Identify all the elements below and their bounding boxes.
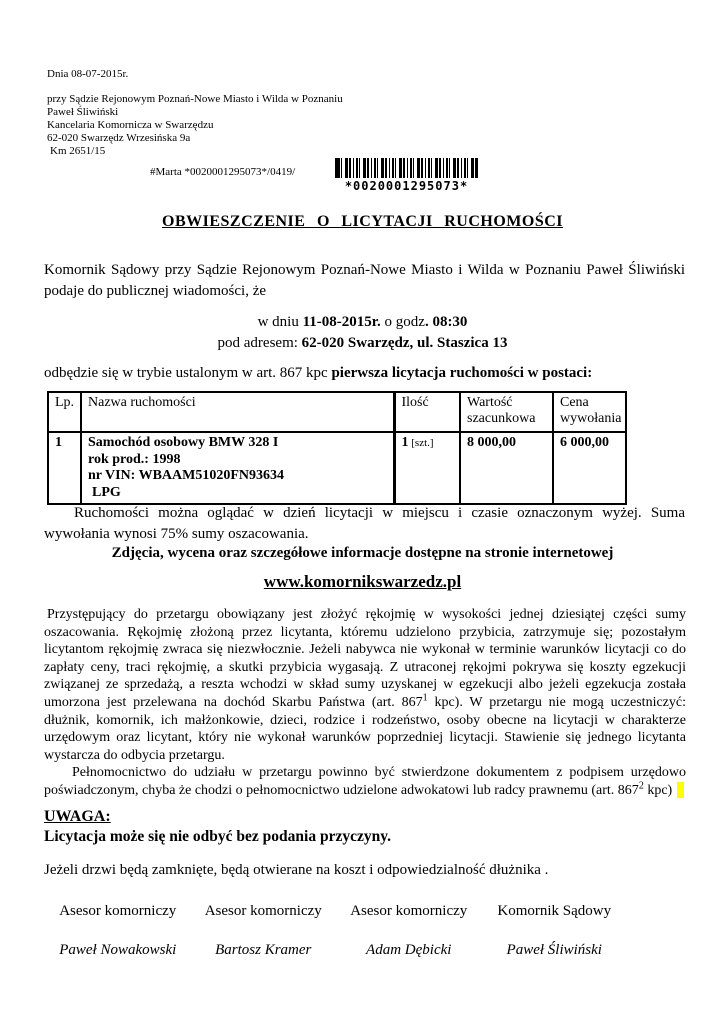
website-link[interactable]: www.komornikswarzedz.pl xyxy=(263,572,462,591)
auction-mode-line: odbędzie się w trybie ustalonym w art. 867 kpc pierwsza licytacja ruchomości w postaci: xyxy=(44,365,593,381)
col-header-name: Nazwa ruchomości xyxy=(81,392,394,432)
signature-block xyxy=(482,903,628,959)
terms-block xyxy=(44,606,686,800)
table-row xyxy=(48,432,626,504)
barcode xyxy=(335,158,478,193)
item-estimated-value: 8 000,00 xyxy=(460,432,553,504)
signature-role: Asesor komorniczy xyxy=(350,903,468,919)
superscript-1: 1 xyxy=(422,692,428,704)
signature-role: Asesor komorniczy xyxy=(204,903,322,919)
table-header-row xyxy=(48,392,626,432)
document-date: Dnia 08-07-2015r. xyxy=(47,68,129,80)
col-header-lp: Lp. xyxy=(48,392,81,432)
signatures-row xyxy=(45,903,627,959)
intro-paragraph: Komornik Sądowy przy Sądzie Rejonowym Poznań-Nowe Miasto i Wilda w Poznaniu Paweł Śliwiński podaje do publicznej wiadomości, że xyxy=(44,262,685,299)
court-line: przy Sądzie Rejonowym Poznań-Nowe Miasto i Wilda w Poznaniu xyxy=(47,93,343,105)
item-lp: 1 xyxy=(48,432,81,504)
office-line: Kancelaria Komornicza w Swarzędzu xyxy=(47,119,214,131)
office-address-line: 62-020 Swarzędz Wrzesińska 9a xyxy=(47,132,191,144)
signature-role: Komornik Sądowy xyxy=(497,903,612,919)
reference-line: #Marta *0020001295073*/0419/ xyxy=(150,166,296,178)
item-qty: 1 [szt.] xyxy=(394,432,460,504)
barcode-text: *0020001295073* xyxy=(344,179,469,193)
doors-note: Jeżeli drzwi będą zamknięte, będą otwierane na koszt i odpowiedzialność dłużnika . xyxy=(44,862,549,878)
col-header-estimated: Wartość szacunkowa xyxy=(460,392,553,432)
signature-block xyxy=(45,903,191,959)
case-number: Km 2651/15 xyxy=(50,145,106,157)
signature-block xyxy=(336,903,482,959)
uwaga-note: Licytacja może się nie odbyć bez podania przyczyny. xyxy=(44,828,391,845)
signature-name: Paweł Śliwiński xyxy=(506,942,602,958)
viewing-paragraph: Ruchomości można oglądać w dzień licytacji w miejscu i czasie oznaczonym wyżej. Suma wywołania wynosi 75% sumy oszacowania. xyxy=(44,505,685,542)
bailiff-name-line: Paweł Śliwiński xyxy=(47,106,119,118)
uwaga-heading: UWAGA: xyxy=(44,808,111,825)
items-table xyxy=(47,391,627,505)
doc-header xyxy=(47,68,343,158)
signature-block xyxy=(191,903,337,959)
highlight-mark xyxy=(677,782,684,798)
signature-name: Adam Dębicki xyxy=(366,942,452,958)
auction-address: 62-020 Swarzędz, ul. Staszica 13 xyxy=(301,335,508,351)
auction-date: 11-08-2015r. xyxy=(302,314,381,330)
page-title: OBWIESZCZENIE O LICYTACJI RUCHOMOŚCI xyxy=(162,213,563,230)
proxy-paragraph: Pełnomocnictwo do udziału w przetargu powinno być stwierdzone dokumentem z podpisem urzędowo poświadczonym, chyba że chodzi o pełnomocnictwo udzielone adwokatowi lub radcy prawnemu (art. $867^2$ kpc) xyxy=(44,765,686,798)
auction-time: . 08:30 xyxy=(424,314,468,330)
signature-name: Paweł Nowakowski xyxy=(59,942,177,958)
barcode-bars xyxy=(335,158,478,178)
signature-name: Bartosz Kramer xyxy=(215,942,312,958)
col-header-qty: Ilość xyxy=(394,392,460,432)
item-name: Samochód osobowy BMW 328 I rok prod.: 1998 nr VIN: WBAAM51020FN93634 LPG xyxy=(81,432,394,504)
signature-role: Asesor komorniczy xyxy=(59,903,177,919)
auction-address-line: pod adresem: 62-020 Swarzędz, ul. Staszica 13 xyxy=(217,335,508,351)
item-starting-price: 6 000,00 xyxy=(553,432,626,504)
col-header-price: Cena wywołania xyxy=(553,392,626,432)
website-line xyxy=(0,572,725,592)
auction-date-line: w dniu 11-08-2015r. o godz. 08:30 xyxy=(257,314,468,330)
terms-paragraph: Przystępujący do przetargu obowiązany jest złożyć rękojmię w wysokości jednej dziesiątej części sumy oszacowania. Rękojmię złożoną przez licytanta, któremu udzielono przybicia, zatrzymuje się; pozostałym licytantom rękojmię zwraca się niezwłocznie. Jeżeli nabywca nie wykonał w terminie warunków licytacji co do zapłaty ceny, traci rękojmię, a skutki przybicia wygasają. Z utraconej rękojmi pokrywa się koszty egzekucji związanej ze sprzedażą, a reszta wchodzi w skład sumy uzyskanej w egzekucji albo jeżeli egzekucja została umorzona jest przelewana na dochód Skarbu Państwa (art. $867^1$ kpc). W przetargu nie mogą uczestniczyć: dłużnik, komornik, ich małżonkowie, dzieci, rodzice i rodzeństwo, osoby obecne na licytacji w charakterze urzędowym oraz licytant, który nie wykonał warunków poprzedniej licytacji. Stawienie się jednego licytanta wystarcza do odbycia przetargu. xyxy=(44,607,686,763)
superscript-2: 2 xyxy=(638,780,644,792)
photos-info-line: Zdjęcia, wycena oraz szczegółowe informacje dostępne na stronie internetowej xyxy=(111,545,614,561)
